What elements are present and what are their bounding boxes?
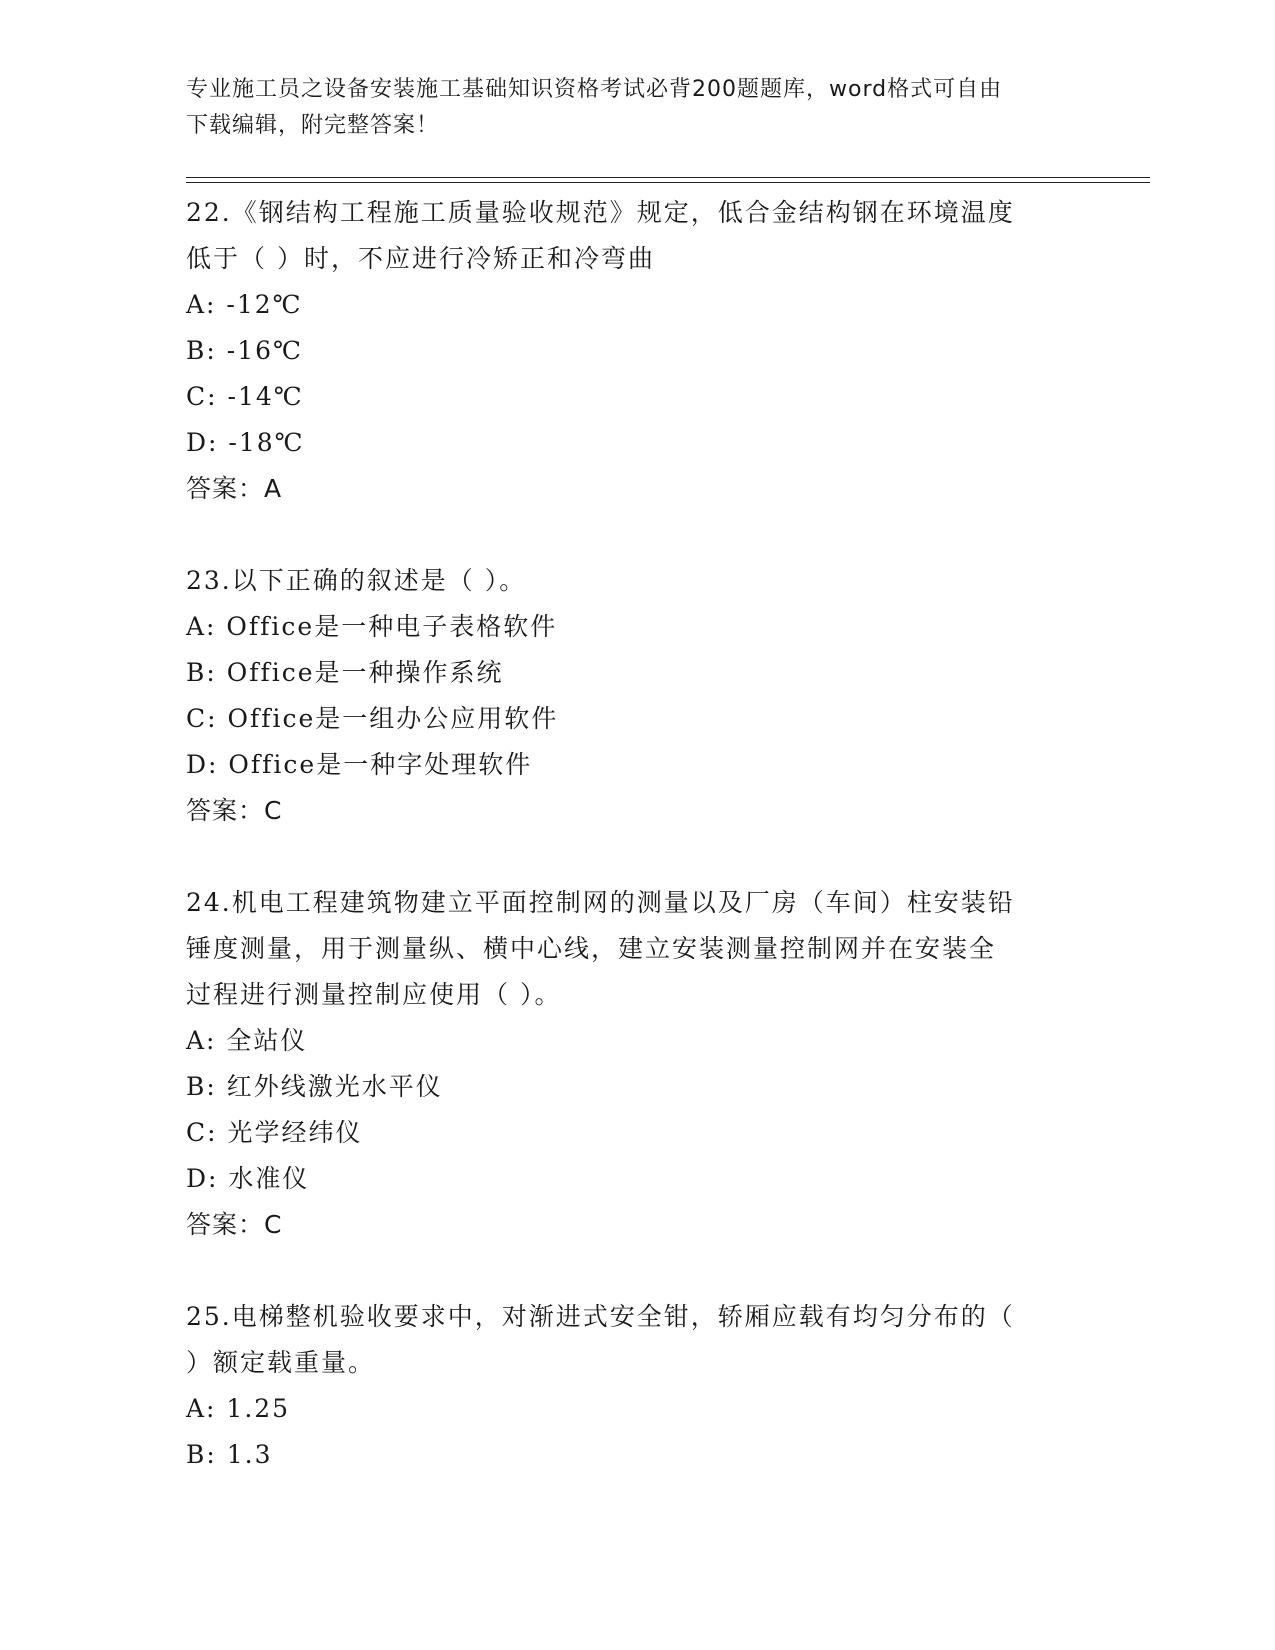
- question-stem-line: 低于（ ）时，不应进行冷矫正和冷弯曲: [186, 244, 655, 273]
- question-stem-line: 过程进行测量控制应使用（ ）。: [186, 980, 562, 1009]
- option-a: A: Office是一种电子表格软件: [186, 612, 558, 641]
- question-spacer: [186, 834, 1086, 880]
- option-b: B: -16℃: [186, 336, 303, 365]
- option-a: A: 1.25: [186, 1394, 291, 1423]
- header-rule-bottom: [186, 182, 1150, 183]
- question-stem-line: 24.机电工程建筑物建立平面控制网的测量以及厂房（车间）柱安装铅: [186, 888, 1015, 917]
- document-header: [186, 72, 1086, 144]
- question-stem-line: 25.电梯整机验收要求中，对渐进式安全钳，轿厢应载有均匀分布的（: [186, 1302, 1015, 1331]
- option-b: B: Office是一种操作系统: [186, 658, 504, 687]
- option-a: A: 全站仪: [186, 1026, 308, 1055]
- header-line-2: 下载编辑，附完整答案！: [186, 113, 440, 138]
- answer-line: 答案：C: [186, 1210, 283, 1239]
- option-d: D: 水准仪: [186, 1164, 310, 1193]
- question-23: [186, 558, 1086, 834]
- header-line-1: 专业施工员之设备安装施工基础知识资格考试必背200题题库，word格式可自由: [186, 77, 1003, 102]
- question-spacer: [186, 1248, 1086, 1294]
- answer-line: 答案：A: [186, 474, 283, 503]
- option-b: B: 1.3: [186, 1440, 273, 1469]
- option-d: D: -18℃: [186, 428, 305, 457]
- question-spacer: [186, 512, 1086, 558]
- header-rule-top: [186, 177, 1150, 178]
- question-24: [186, 880, 1086, 1248]
- question-stem-line: 锤度测量，用于测量纵、横中心线，建立安装测量控制网并在安装全: [186, 934, 997, 963]
- option-c: C: -14℃: [186, 382, 304, 411]
- question-list: [186, 190, 1086, 1478]
- option-b: B: 红外线激光水平仪: [186, 1072, 443, 1101]
- question-stem-line: 22.《钢结构工程施工质量验收规范》规定，低合金结构钢在环境温度: [186, 198, 1015, 227]
- option-c: C: Office是一组办公应用软件: [186, 704, 559, 733]
- option-d: D: Office是一种字处理软件: [186, 750, 533, 779]
- question-stem-line: ）额定载重量。: [186, 1348, 376, 1377]
- answer-line: 答案：C: [186, 796, 283, 825]
- option-c: C: 光学经纬仪: [186, 1118, 363, 1147]
- question-stem-line: 23.以下正确的叙述是（ ）。: [186, 566, 527, 595]
- option-a: A: -12℃: [186, 290, 303, 319]
- question-22: [186, 190, 1086, 512]
- question-25: [186, 1294, 1086, 1478]
